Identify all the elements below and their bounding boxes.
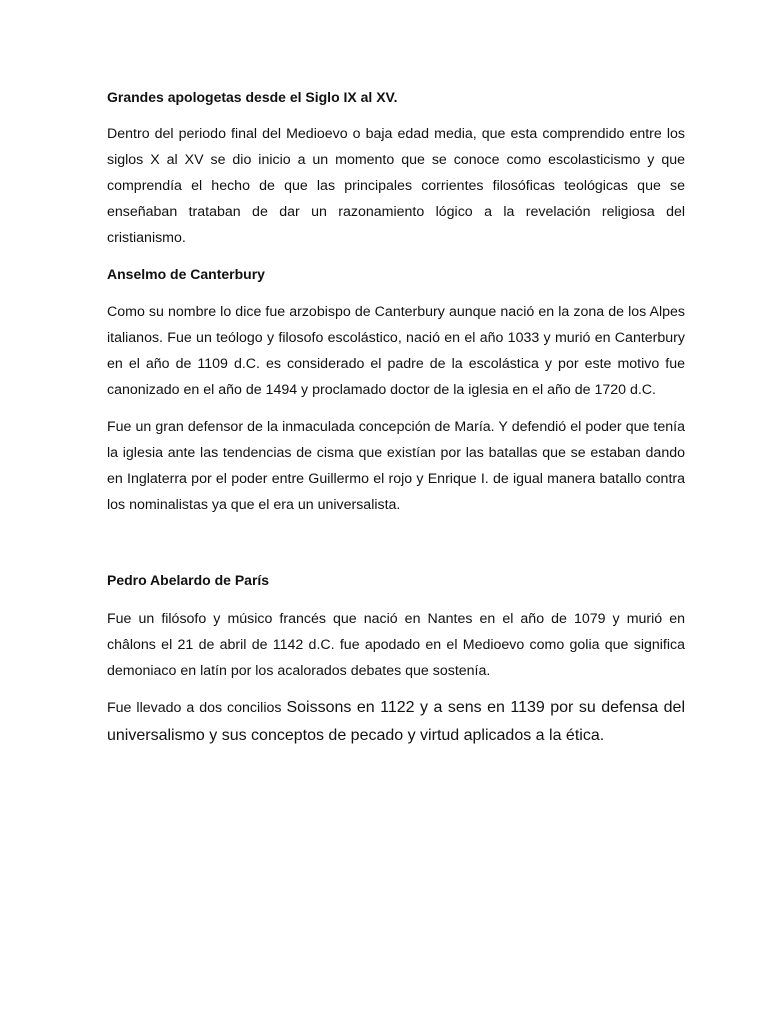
document-title: Grandes apologetas desde el Siglo IX al XV. bbox=[107, 89, 398, 105]
anselmo-paragraph-1: Como su nombre lo dice fue arzobispo de Canterbury aunque nació en la zona de los Alpes italianos. Fue un teólogo y filosofo escolástico, nació en el año 1033 y murió en Canterbury en el año de 1109 d.C. es considerado el padre de la escolástica y por este motivo fue canonizado en el año de 1494 y proclamado doctor de la iglesia en el año de 1720 d.C. bbox=[107, 304, 685, 398]
abelardo-paragraph-1: Fue un filósofo y músico francés que nació en Nantes en el año de 1079 y murió en châlons el 21 de abril de 1142 d.C. fue apodado en el Medioevo como golia que significa demoniaco en latín por los acalorados debates que sostenía. bbox=[107, 611, 685, 679]
section-heading-abelardo: Pedro Abelardo de París bbox=[107, 572, 270, 588]
anselmo-paragraph-2: Fue un gran defensor de la inmaculada concepción de María. Y defendió el poder que tenía la iglesia ante las tendencias de cisma que existían por las batallas que se estaban dando en Inglaterra por el poder entre Guillermo el rojo y Enrique I. de igual manera batallo contra los nominalistas ya que el era un universalista. bbox=[107, 419, 685, 513]
abelardo-paragraph-2-small-text: Fue llevado a dos concilios bbox=[107, 700, 287, 716]
intro-paragraph: Dentro del periodo final del Medioevo o baja edad media, que esta comprendido entre los siglos X al XV se dio inicio a un momento que se conoce como escolasticismo y que comprendía el hecho de que las principales corrientes filosóficas teológicas que se enseñaban trataban de dar un razonamiento lógico a la revelación religiosa del cristianismo. bbox=[107, 126, 685, 246]
abelardo-paragraph-2 bbox=[107, 694, 685, 750]
document-page bbox=[107, 87, 685, 750]
abelardo-paragraph-2-large-text: Soissons en 1122 y a sens en 1139 por su defensa del universalismo y sus conceptos de pecado y virtud aplicados a la ética. bbox=[107, 699, 685, 744]
section-heading-anselmo: Anselmo de Canterbury bbox=[107, 266, 265, 282]
